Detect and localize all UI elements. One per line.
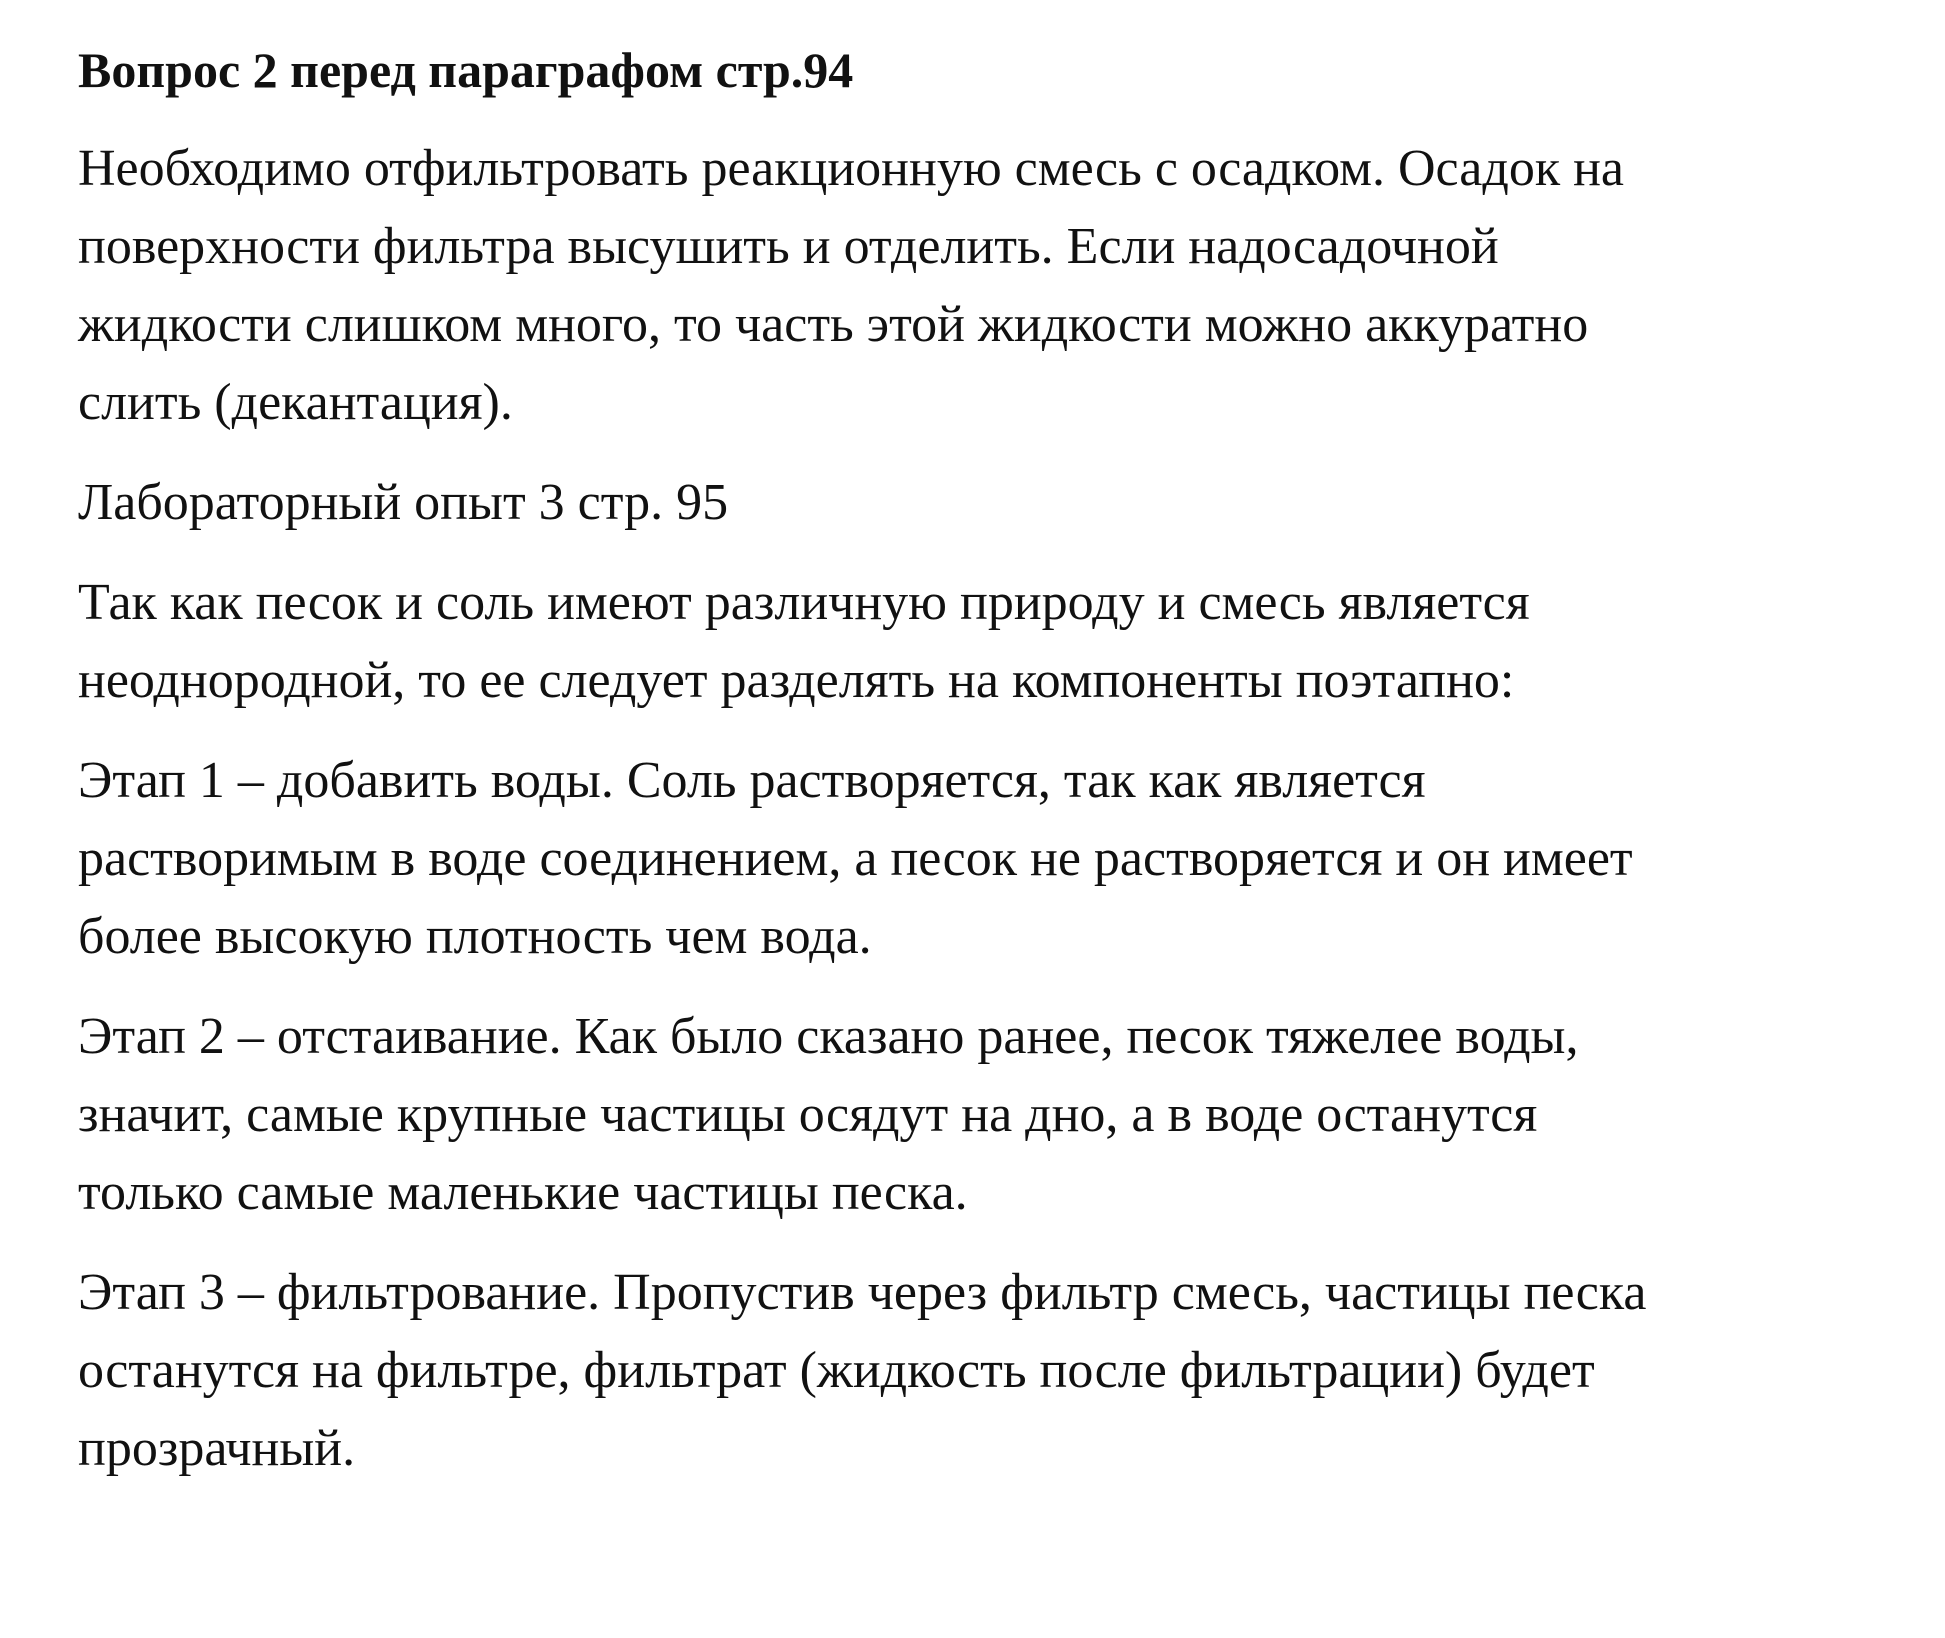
- document-page: [78, 30, 1908, 1510]
- text-line: Так как песок и соль имеют различную природу и смесь является: [78, 574, 1530, 631]
- text-line: поверхности фильтра высушить и отделить. Если надосадочной: [78, 218, 1499, 275]
- text-line: Этап 2 – отстаивание. Как было сказано ранее, песок тяжелее воды,: [78, 1008, 1579, 1065]
- text-line: неоднородной, то ее следует разделять на компоненты поэтапно:: [78, 652, 1515, 709]
- paragraph-stage-3: [78, 1254, 1908, 1488]
- paragraph-stage-2: [78, 998, 1908, 1232]
- paragraph-stage-1: [78, 742, 1908, 976]
- text-line: более высокую плотность чем вода.: [78, 908, 872, 965]
- text-line: только самые маленькие частицы песка.: [78, 1164, 968, 1221]
- document-heading: Вопрос 2 перед параграфом стр.94: [78, 42, 854, 98]
- paragraph-lab-title: [78, 464, 1908, 542]
- text-line: прозрачный.: [78, 1420, 356, 1477]
- text-line: жидкости слишком много, то часть этой жидкости можно аккуратно: [78, 296, 1589, 353]
- text-line: значит, самые крупные частицы осядут на дно, а в воде останутся: [78, 1086, 1538, 1143]
- text-line: останутся на фильтре, фильтрат (жидкость после фильтрации) будет: [78, 1342, 1595, 1399]
- text-line: Этап 3 – фильтрование. Пропустив через фильтр смесь, частицы песка: [78, 1264, 1647, 1321]
- text-line: растворимым в воде соединением, а песок не растворяется и он имеет: [78, 830, 1633, 887]
- text-line: Этап 1 – добавить воды. Соль растворяется, так как является: [78, 752, 1426, 809]
- text-line: Лабораторный опыт 3 стр. 95: [78, 474, 729, 531]
- text-line: слить (декантация).: [78, 374, 513, 431]
- paragraph-filtration-answer: [78, 130, 1908, 442]
- paragraph-intro: [78, 564, 1908, 720]
- text-line: Необходимо отфильтровать реакционную смесь с осадком. Осадок на: [78, 140, 1624, 197]
